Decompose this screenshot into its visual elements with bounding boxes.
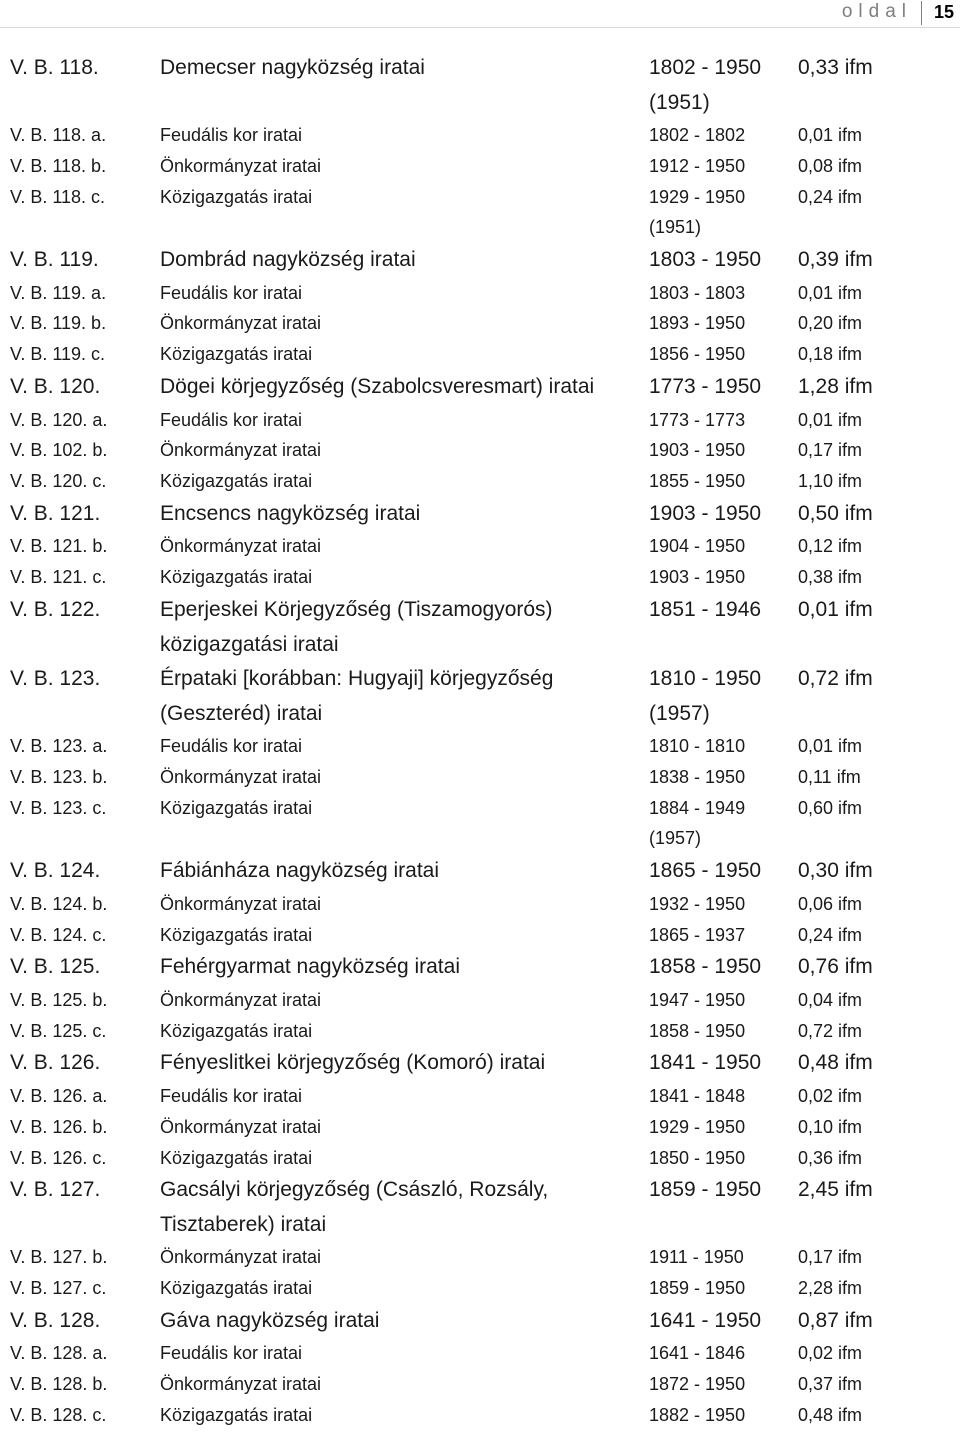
record-title: Érpataki [korábban: Hugyaji] körjegyzőség (Geszteréd) iratai [160, 667, 554, 725]
record-years-extra: (1951) [649, 90, 710, 114]
record-years: 1641 - 1846 [649, 1343, 746, 1364]
record-size: 0,72 ifm [798, 1020, 863, 1041]
record-code: V. B. 120. a. [10, 409, 108, 430]
page-header [0, 0, 960, 28]
record-title: Közigazgatás iratai [160, 1147, 313, 1168]
record-title: Önkormányzat iratai [160, 440, 322, 461]
record-size: 0,87 ifm [798, 1308, 873, 1332]
subfonds-row [0, 562, 960, 593]
record-title: Fábiánháza nagyközség iratai [160, 859, 440, 883]
record-code: V. B. 118. b. [10, 155, 107, 176]
record-code: V. B. 121. [10, 501, 101, 525]
record-title: Közigazgatás iratai [160, 797, 313, 818]
record-title: Önkormányzat iratai [160, 313, 322, 334]
record-title: Feudális kor iratai [160, 125, 303, 145]
record-title: Feudális kor iratai [160, 282, 303, 303]
subfonds-row [0, 151, 960, 182]
record-title: Közigazgatás iratai [160, 1278, 313, 1299]
fonds-row [0, 854, 960, 889]
record-years: 1904 - 1950 [649, 536, 746, 557]
subfonds-row [0, 1242, 960, 1273]
archive-list [0, 51, 960, 1431]
record-years: 1884 - 1949 [649, 797, 746, 818]
record-code: V. B. 128. b. [10, 1374, 108, 1395]
record-years: 1810 - 1810 [649, 736, 746, 757]
record-size: 0,33 ifm [798, 56, 873, 79]
subfonds-row [0, 985, 960, 1016]
record-years: 1932 - 1950 [649, 893, 746, 914]
subfonds-row [0, 1338, 960, 1369]
subfonds-row [0, 1112, 960, 1143]
record-size: 0,39 ifm [798, 248, 873, 272]
record-size: 0,24 ifm [798, 924, 863, 945]
record-years: 1841 - 1848 [649, 1085, 746, 1106]
record-title: Közigazgatás iratai [160, 1020, 313, 1041]
record-title: Közigazgatás iratai [160, 471, 313, 492]
record-title: Eperjeskei Körjegyzőség (Tiszamogyorós) közigazgatási iratai [160, 598, 553, 656]
record-years: 1855 - 1950 [649, 471, 746, 492]
fonds-row [0, 243, 960, 278]
record-years: 1929 - 1950 [649, 1116, 746, 1137]
record-code: V. B. 123. b. [10, 766, 108, 787]
record-size: 0,36 ifm [798, 1147, 863, 1168]
subfonds-row [0, 308, 960, 339]
record-years: 1903 - 1950 [649, 501, 762, 525]
record-code: V. B. 128. [10, 1308, 101, 1332]
record-code: V. B. 125. c. [10, 1020, 107, 1041]
record-title: Önkormányzat iratai [160, 989, 322, 1010]
record-title: Encsencs nagyközség iratai [160, 501, 421, 525]
record-size: 0,01 ifm [798, 125, 863, 145]
record-title: Dombrád nagyközség iratai [160, 248, 416, 272]
subfonds-row [0, 531, 960, 562]
record-code: V. B. 125. b. [10, 989, 108, 1010]
record-years: 1872 - 1950 [649, 1374, 746, 1395]
record-years: 1858 - 1950 [649, 955, 762, 979]
record-years: 1838 - 1950 [649, 766, 746, 787]
record-years: 1912 - 1950 [649, 155, 746, 176]
record-years: 1859 - 1950 [649, 1278, 746, 1299]
record-code: V. B. 124. c. [10, 924, 107, 945]
subfonds-row [0, 889, 960, 920]
record-size: 0,48 ifm [798, 1405, 863, 1426]
record-title: Önkormányzat iratai [160, 766, 322, 787]
record-years: 1773 - 1950 [649, 375, 762, 399]
record-code: V. B. 127. c. [10, 1278, 107, 1299]
record-code: V. B. 125. [10, 955, 101, 979]
record-code: V. B. 120. [10, 375, 101, 399]
record-code: V. B. 128. c. [10, 1405, 107, 1426]
fonds-row [0, 593, 960, 662]
record-size: 0,17 ifm [798, 1247, 863, 1268]
record-years: 1859 - 1950 [649, 1178, 762, 1202]
record-years-extra: (1957) [649, 701, 710, 725]
record-code: V. B. 119. b. [10, 313, 107, 334]
record-code: V. B. 123. [10, 667, 101, 691]
record-size: 1,28 ifm [798, 375, 873, 399]
record-title: Feudális kor iratai [160, 1343, 303, 1364]
record-size: 0,01 ifm [798, 409, 863, 430]
record-years: 1773 - 1773 [649, 409, 746, 430]
record-code: V. B. 124. [10, 859, 101, 883]
header-separator [921, 1, 922, 25]
record-size: 0,72 ifm [798, 667, 873, 691]
record-years: 1810 - 1950 [649, 667, 762, 691]
record-title: Közigazgatás iratai [160, 924, 313, 945]
record-size: 0,01 ifm [798, 736, 863, 757]
record-code: V. B. 121. c. [10, 567, 107, 588]
record-years: 1865 - 1950 [649, 859, 762, 883]
record-years: 1929 - 1950 [649, 186, 746, 207]
record-code: V. B. 120. c. [10, 471, 107, 492]
record-title: Gacsályi körjegyzőség (Császló, Rozsály, Tisztaberek) iratai [160, 1178, 549, 1236]
record-size: 0,38 ifm [798, 567, 863, 588]
record-code: V. B. 102. b. [10, 440, 108, 461]
subfonds-row [0, 793, 960, 855]
record-years: 1802 - 1950 [649, 56, 762, 79]
record-code: V. B. 126. b. [10, 1116, 108, 1137]
fonds-row [0, 1304, 960, 1339]
record-years: 1858 - 1950 [649, 1020, 746, 1041]
record-size: 0,06 ifm [798, 893, 863, 914]
subfonds-row [0, 466, 960, 497]
record-years: 1903 - 1950 [649, 567, 746, 588]
record-code: V. B. 121. b. [10, 536, 108, 557]
record-size: 0,60 ifm [798, 797, 863, 818]
record-years: 1803 - 1803 [649, 282, 746, 303]
record-size: 0,12 ifm [798, 536, 863, 557]
record-code: V. B. 126. [10, 1051, 101, 1075]
record-size: 2,45 ifm [798, 1178, 873, 1202]
record-code: V. B. 118. a. [10, 125, 107, 145]
record-years: 1911 - 1950 [649, 1247, 744, 1268]
record-title: Önkormányzat iratai [160, 1116, 322, 1137]
subfonds-row [0, 339, 960, 370]
record-code: V. B. 118. c. [10, 186, 106, 207]
fonds-row [0, 51, 960, 120]
record-years-extra: (1951) [649, 217, 702, 238]
fonds-row [0, 1046, 960, 1081]
subfonds-row [0, 435, 960, 466]
fonds-row [0, 370, 960, 405]
record-size: 0,02 ifm [798, 1343, 863, 1364]
record-title: Fényeslitkei körjegyzőség (Komoró) iratai [160, 1051, 546, 1075]
record-years: 1882 - 1950 [649, 1405, 746, 1426]
record-years: 1841 - 1950 [649, 1051, 762, 1075]
fonds-row [0, 950, 960, 985]
subfonds-row [0, 120, 960, 151]
record-code: V. B. 119. [10, 248, 99, 272]
record-title: Önkormányzat iratai [160, 155, 322, 176]
record-title: Közigazgatás iratai [160, 567, 313, 588]
record-size: 0,01 ifm [798, 282, 863, 303]
record-size: 0,04 ifm [798, 989, 863, 1010]
subfonds-row [0, 405, 960, 436]
record-code: V. B. 124. b. [10, 893, 108, 914]
record-size: 0,37 ifm [798, 1374, 863, 1395]
record-title: Önkormányzat iratai [160, 1374, 322, 1395]
fonds-row [0, 497, 960, 532]
record-code: V. B. 126. c. [10, 1147, 107, 1168]
record-title: Közigazgatás iratai [160, 186, 313, 207]
record-size: 0,17 ifm [798, 440, 863, 461]
record-years: 1893 - 1950 [649, 313, 746, 334]
record-size: 0,18 ifm [798, 344, 863, 365]
record-title: Önkormányzat iratai [160, 1247, 322, 1268]
record-title: Gáva nagyközség iratai [160, 1308, 380, 1332]
record-years: 1641 - 1950 [649, 1308, 762, 1332]
record-title: Önkormányzat iratai [160, 893, 322, 914]
record-title: Feudális kor iratai [160, 409, 303, 430]
subfonds-row [0, 762, 960, 793]
record-code: V. B. 119. a. [10, 282, 107, 303]
subfonds-row [0, 920, 960, 951]
record-years: 1947 - 1950 [649, 989, 746, 1010]
record-title: Feudális kor iratai [160, 736, 303, 757]
record-years: 1856 - 1950 [649, 344, 746, 365]
record-title: Önkormányzat iratai [160, 536, 322, 557]
record-size: 1,10 ifm [798, 471, 863, 492]
subfonds-row [0, 1273, 960, 1304]
subfonds-row [0, 1081, 960, 1112]
record-code: V. B. 126. a. [10, 1085, 108, 1106]
record-years: 1802 - 1802 [649, 125, 746, 145]
subfonds-row [0, 278, 960, 309]
subfonds-row [0, 1400, 960, 1431]
record-size: 0,48 ifm [798, 1051, 873, 1075]
record-size: 0,02 ifm [798, 1085, 863, 1106]
record-code: V. B. 128. a. [10, 1343, 108, 1364]
page-label: oldal [841, 1, 912, 22]
subfonds-row [0, 182, 960, 244]
record-years: 1850 - 1950 [649, 1147, 746, 1168]
record-code: V. B. 119. c. [10, 344, 106, 365]
record-size: 0,30 ifm [798, 859, 873, 883]
subfonds-row [0, 731, 960, 762]
record-code: V. B. 127. b. [10, 1247, 108, 1268]
record-years: 1803 - 1950 [649, 248, 762, 272]
record-title: Demecser nagyközség iratai [160, 56, 425, 79]
record-code: V. B. 118. [10, 56, 99, 79]
record-size: 0,24 ifm [798, 186, 863, 207]
record-title: Dögei körjegyzőség (Szabolcsveresmart) iratai [160, 375, 595, 399]
record-years: 1851 - 1946 [649, 598, 762, 622]
record-size: 0,20 ifm [798, 313, 863, 334]
record-size: 0,76 ifm [798, 955, 873, 979]
record-years-extra: (1957) [649, 828, 702, 849]
record-size: 0,01 ifm [798, 598, 873, 622]
record-years: 1865 - 1937 [649, 924, 746, 945]
record-size: 2,28 ifm [798, 1278, 863, 1299]
record-size: 0,11 ifm [798, 766, 861, 787]
record-size: 0,10 ifm [798, 1116, 863, 1137]
fonds-row [0, 1173, 960, 1242]
record-title: Fehérgyarmat nagyközség iratai [160, 955, 460, 979]
record-code: V. B. 123. a. [10, 736, 108, 757]
subfonds-row [0, 1369, 960, 1400]
subfonds-row [0, 1016, 960, 1047]
subfonds-row [0, 1143, 960, 1174]
record-years: 1903 - 1950 [649, 440, 746, 461]
page-number: 15 [933, 2, 954, 22]
record-title: Közigazgatás iratai [160, 344, 313, 365]
record-code: V. B. 123. c. [10, 797, 107, 818]
record-code: V. B. 127. [10, 1178, 101, 1202]
record-title: Közigazgatás iratai [160, 1405, 313, 1426]
record-title: Feudális kor iratai [160, 1085, 303, 1106]
record-size: 0,50 ifm [798, 501, 873, 525]
record-code: V. B. 122. [10, 598, 101, 622]
record-size: 0,08 ifm [798, 155, 863, 176]
fonds-row [0, 662, 960, 731]
